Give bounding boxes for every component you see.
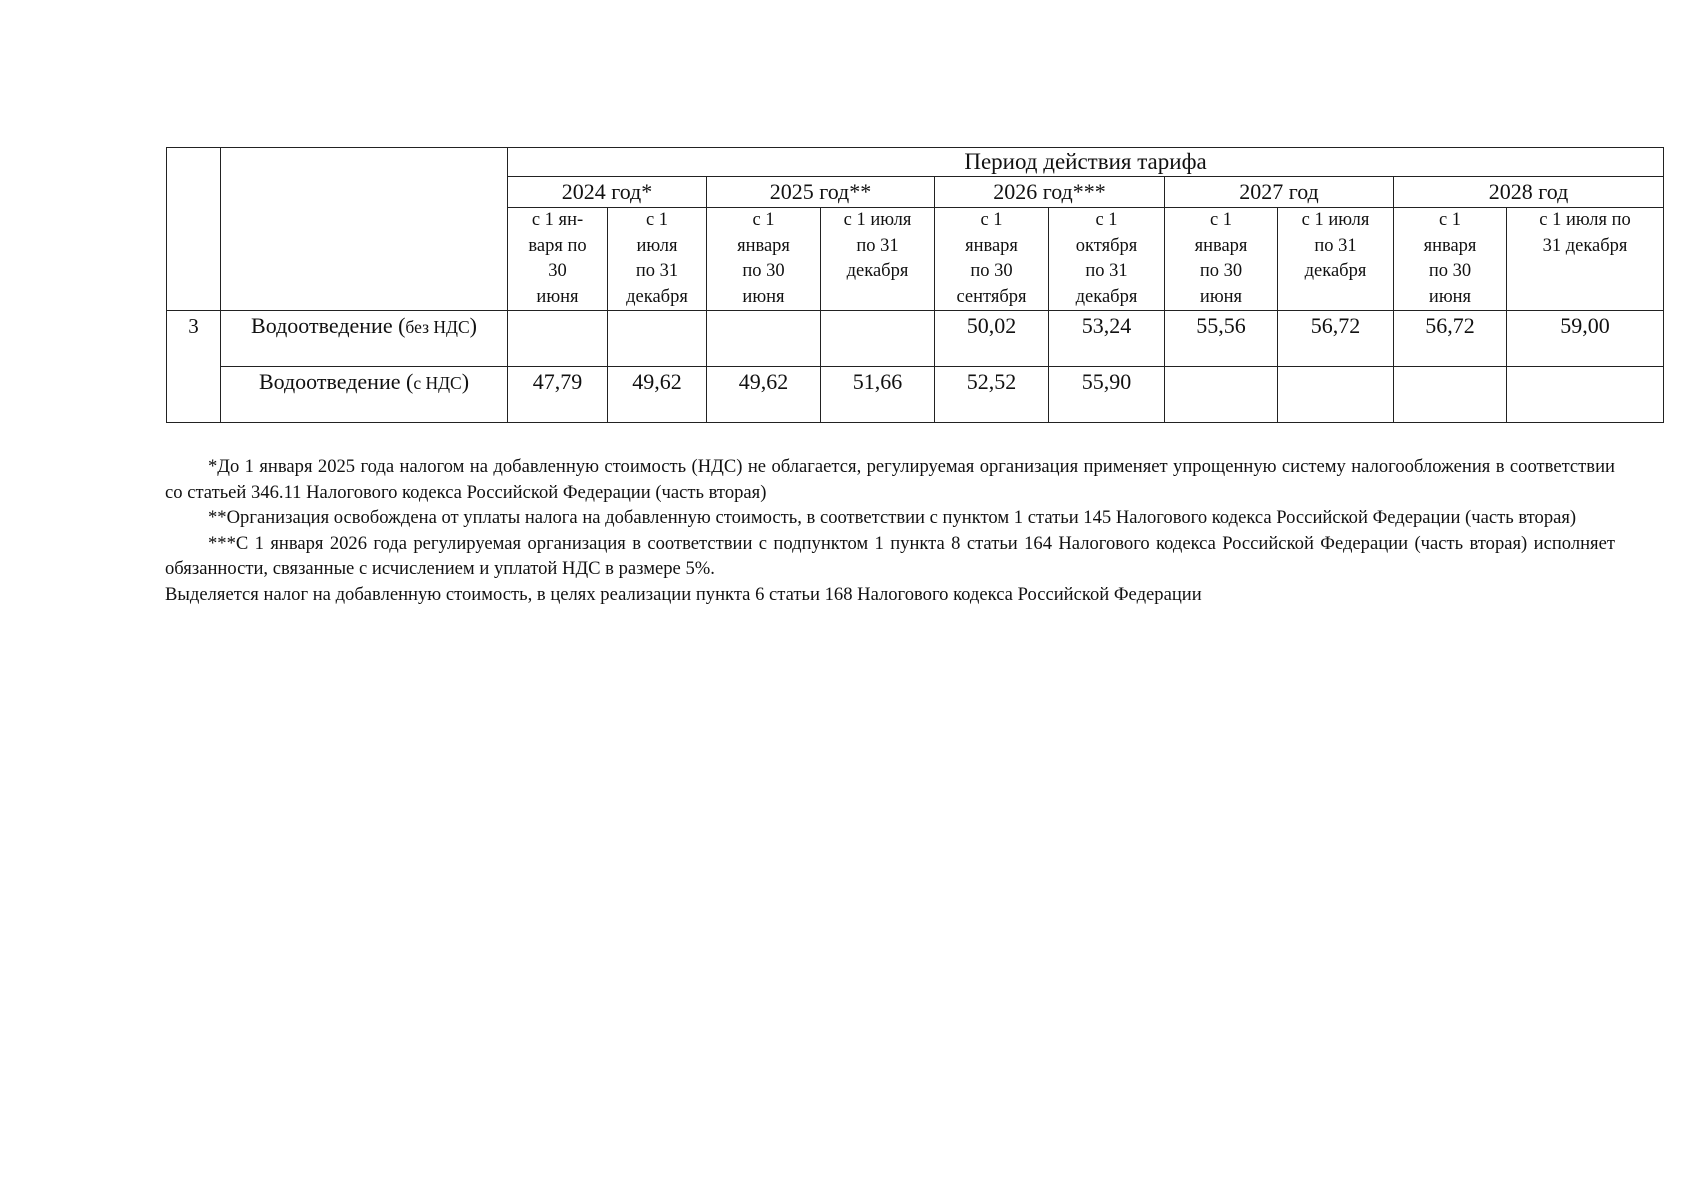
table-cell xyxy=(508,311,608,367)
table-row xyxy=(167,367,1664,423)
table-cell xyxy=(707,311,821,367)
table-cell xyxy=(1165,367,1278,423)
year-header: 2025 год** xyxy=(707,177,935,208)
header-row-period xyxy=(167,148,1664,177)
subperiod-header: с 1 ян- варя по 30 июня xyxy=(508,208,608,311)
footnotes xyxy=(165,454,1615,608)
row-number: 3 xyxy=(167,311,221,423)
table-cell xyxy=(608,311,707,367)
subperiod-header: с 1 января по 30 июня xyxy=(707,208,821,311)
year-header: 2027 год xyxy=(1165,177,1394,208)
table-row xyxy=(167,311,1664,367)
table-cell xyxy=(1507,367,1664,423)
footnote-3: ***С 1 января 2026 года регулируемая организация в соответствии с подпунктом 1 пункта 8 статьи 164 Налогового кодекса Российской Федерации (часть вторая) исполняет обязанности, связанные с исчислением и уплатой НДС в размере 5%. xyxy=(165,532,1615,580)
table-cell: 53,24 xyxy=(1049,311,1165,367)
table-cell: 59,00 xyxy=(1507,311,1664,367)
subperiod-header: с 1 января по 30 июня xyxy=(1165,208,1278,311)
table-cell: 50,02 xyxy=(935,311,1049,367)
row-name: Водоотведение (с НДС) xyxy=(221,367,508,423)
table-cell xyxy=(1278,367,1394,423)
footnote-1: *До 1 января 2025 года налогом на добавленную стоимость (НДС) не облагается, регулируемая организация применяет упрощенную систему налогообложения в соответствии со статьей 346.11 Налогового кодекса Российской Федерации (часть вторая) xyxy=(165,456,1615,503)
year-header: 2026 год*** xyxy=(935,177,1165,208)
table-cell: 51,66 xyxy=(821,367,935,423)
year-header: 2028 год xyxy=(1394,177,1664,208)
tariff-table xyxy=(166,147,1664,423)
table-cell: 56,72 xyxy=(1278,311,1394,367)
table-cell: 52,52 xyxy=(935,367,1049,423)
subperiod-header: с 1 июля по 31 декабря xyxy=(1507,208,1664,311)
subperiod-header: с 1 октября по 31 декабря xyxy=(1049,208,1165,311)
table-cell: 56,72 xyxy=(1394,311,1507,367)
subperiod-header: с 1 июля по 31 декабря xyxy=(821,208,935,311)
vat-note: Выделяется налог на добавленную стоимость, в целях реализации пункта 6 статьи 168 Налогового кодекса Российской Федерации xyxy=(165,583,1202,605)
table-cell: 55,90 xyxy=(1049,367,1165,423)
subperiod-header: с 1 января по 30 июня xyxy=(1394,208,1507,311)
table-cell: 49,62 xyxy=(608,367,707,423)
header-blank-number xyxy=(167,148,221,311)
subperiod-header: с 1 июля по 31 декабря xyxy=(1278,208,1394,311)
subperiod-header: с 1 июля по 31 декабря xyxy=(608,208,707,311)
table-cell xyxy=(821,311,935,367)
period-header: Период действия тарифа xyxy=(508,148,1664,177)
year-header: 2024 год* xyxy=(508,177,707,208)
table-cell xyxy=(1394,367,1507,423)
table-cell: 55,56 xyxy=(1165,311,1278,367)
row-name: Водоотведение (без НДС) xyxy=(221,311,508,367)
table-cell: 47,79 xyxy=(508,367,608,423)
subperiod-header: с 1 января по 30 сентября xyxy=(935,208,1049,311)
footnote-2: **Организация освобождена от уплаты налога на добавленную стоимость, в соответствии с пунктом 1 статьи 145 Налогового кодекса Российской Федерации (часть вторая) xyxy=(208,507,1577,529)
table-cell: 49,62 xyxy=(707,367,821,423)
header-blank-name xyxy=(221,148,508,311)
